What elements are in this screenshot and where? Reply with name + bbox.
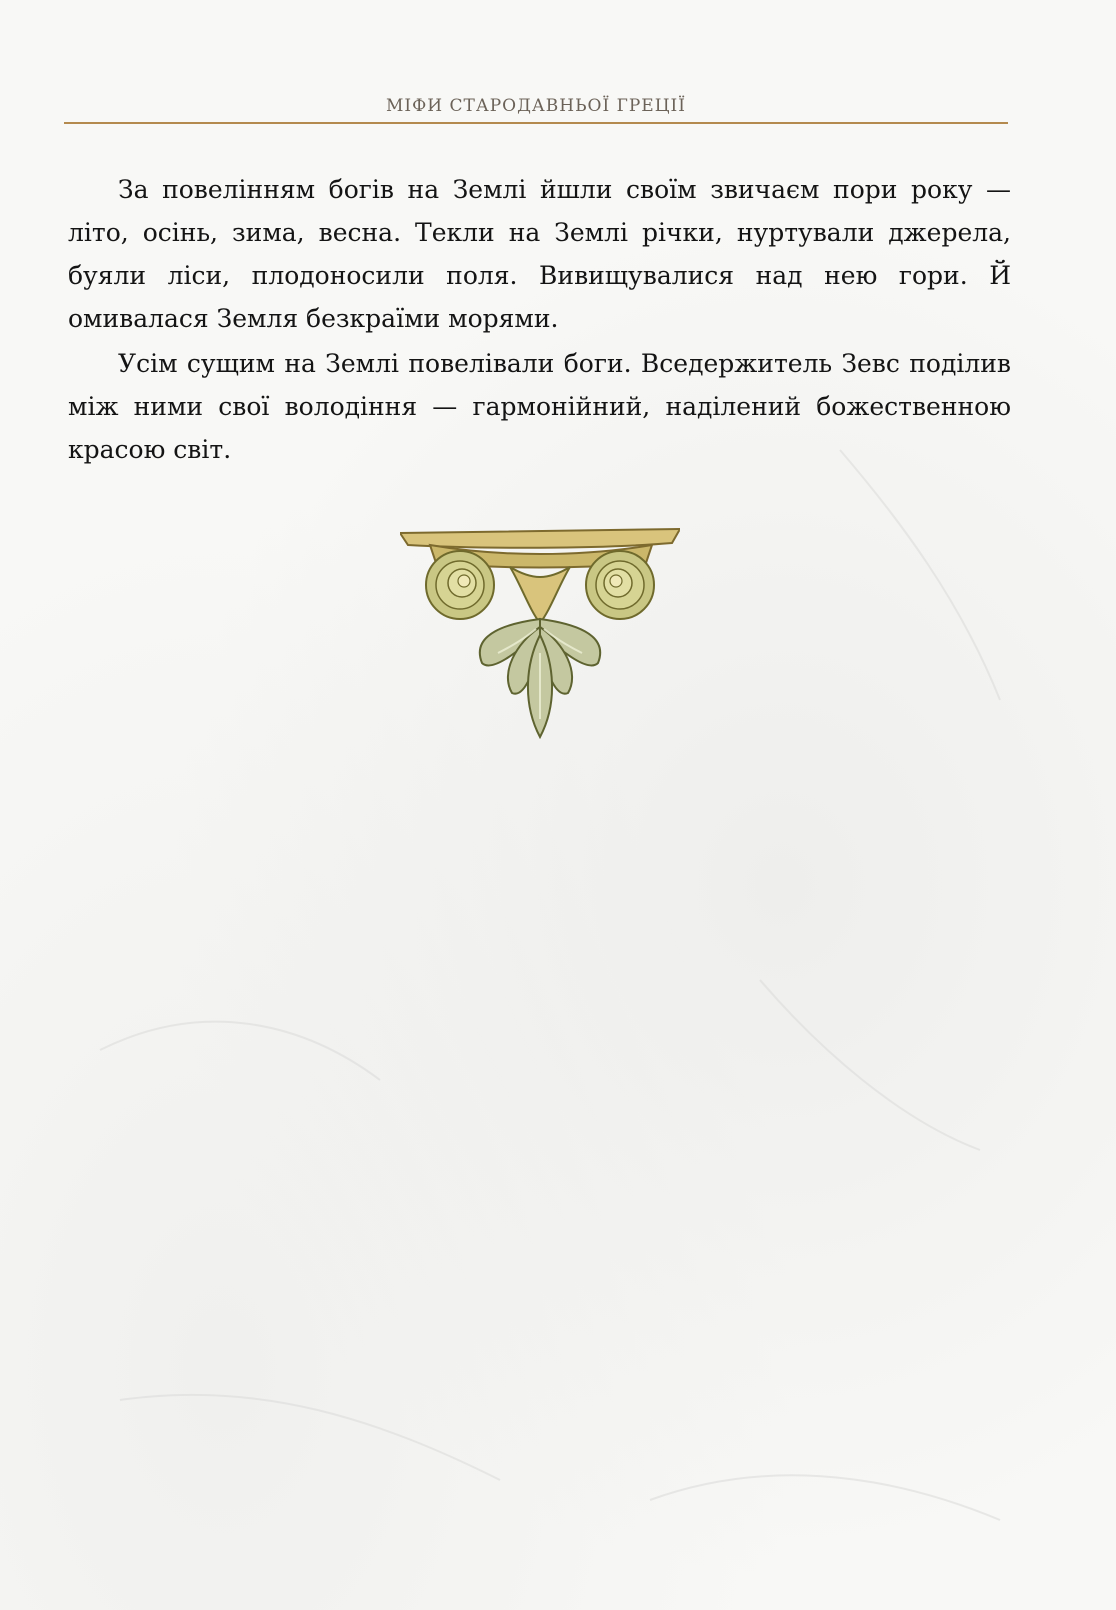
ionic-capital-ornament xyxy=(400,523,680,743)
body-text xyxy=(68,168,1011,473)
header-rule xyxy=(64,122,1008,124)
capital-crest xyxy=(510,567,570,623)
paragraph: Усім сущим на Землі повелівали боги. Вседержитель Зевс поділив між ними свої володіння — гармонійний, наділений божественною красою світ. xyxy=(68,349,1011,464)
capital-abacus xyxy=(400,529,680,548)
paragraph: За повелінням богів на Землі йшли своїм звичаєм пори року — літо, осінь, зима, весна. Текли на Землі річки, нуртували джерела, буяли ліси, плодоносили поля. Вивищувалися над нею гори. Й омивалася Земля безкраїми морями. xyxy=(68,175,1011,333)
left-volute xyxy=(426,551,494,619)
right-volute xyxy=(586,551,654,619)
running-head: МІФИ СТАРОДАВНЬОЇ ГРЕЦІЇ xyxy=(386,96,686,116)
